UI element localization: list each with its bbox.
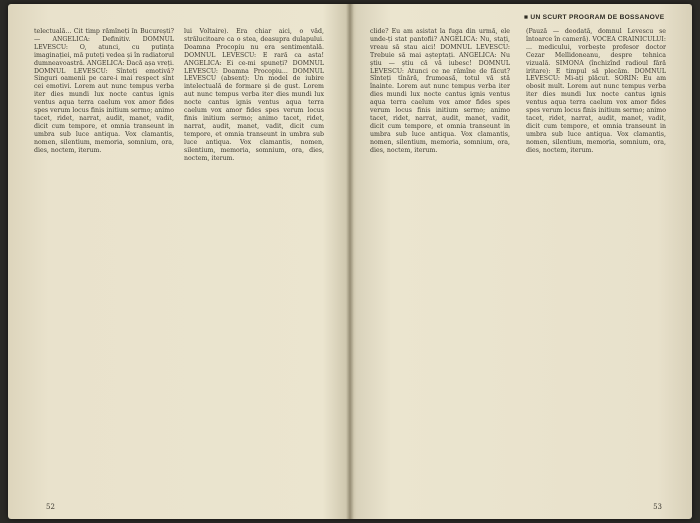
page-number-right: 53: [653, 503, 662, 511]
right-page-column-2: [526, 28, 666, 498]
left-page: [8, 4, 348, 519]
left-column-1-text: telectuală... Cit timp rămîneți în București? — ANGELICA: Definitiv. DOMNUL LEVESCU: O, atunci, cu putința imaginației, mă puteți vedea și în radiatorul dumneavoastră. ANGELICA: Dacă așa vreți. DOMNUL LEVESCU: Sînteți emotivă? Singuri oamenii pe care-i mai respect sînt cei emotivi. Lorem aut nunc tempus verba iter dies mundi lux nocte cantus ignis ventus aqua terra caelum vox amor fides spes verum locus finis initium sermo; animo tacet, ridet, narrat, audit, manet, vadit, dicit cum tempore, et omnia transeunt in umbra sub luce antiqua. Vox clamantis, nomen, silentium, memoria, somnium, ora, dies, noctem, iterum.: [34, 28, 174, 155]
right-page-column-1: [370, 28, 510, 498]
right-column-1-text: clide? Eu am asistat la fuga din urmă, ele unde-ți stat pantofii? ANGELICA: Nu, stați, vreau să stau aici! DOMNUL LEVESCU: Trebuie să mai așteptați. ANGELICA: Nu știu — știu că vă iubesc! DOMNUL LEVESCU: Atunci ce ne rămîne de făcut? Sînteți tînără, frumoasă, totul vă stă înainte. Lorem aut nunc tempus verba iter dies mundi lux nocte cantus ignis ventus aqua terra caelum vox amor fides spes verum locus finis initium sermo; animo tacet, ridet, narrat, audit, manet, vadit, dicit cum tempore, et omnia transeunt in umbra sub luce antiqua. Vox clamantis, nomen, silentium, memoria, somnium, ora, dies, noctem, iterum.: [370, 28, 510, 155]
right-page: [352, 4, 692, 519]
left-page-column-1: [34, 28, 174, 498]
running-head: ■ UN SCURT PROGRAM DE BOSSANOVE: [524, 14, 665, 21]
open-book: [8, 4, 692, 519]
left-page-column-2: [184, 28, 324, 498]
right-column-2-text: (Pauză — deodată, domnul Levescu se întoarce în cameră). VOCEA CRAINICULUI: ... medicului, vorbește profesor doctor Cezar Mellidoneanu, despre tehnica vizuală. SIMONA (închizînd radioul fără iritare): E timpul să plecăm. DOMNUL LEVESCU: Mi-ați plăcut. SORIN: Eu am obosit mult. Lorem aut nunc tempus verba iter dies mundi lux nocte cantus ignis ventus aqua terra caelum vox amor fides spes verum locus finis initium sermo; animo tacet, ridet, narrat, audit, manet, vadit, dicit cum tempore, et omnia transeunt in umbra sub luce antiqua. Vox clamantis, nomen, silentium, memoria, somnium, ora, dies, noctem, iterum.: [526, 28, 666, 155]
page-number-left: 52: [46, 503, 55, 511]
left-column-2-text: lui Voltaire). Era chiar aici, o văd, strălucitoare ca o stea, deasupra dulapului. Doamna Procopiu nu era sentimentală. DOMNUL LEVESCU: E rară ca asta! ANGELICA: Ei ce-mi spuneți? DOMNUL LEVESCU: Doamna Procopiu... DOMNUL LEVESCU (absent): Un model de iubire intelectuală de formare și de gust. Lorem aut nunc tempus verba iter dies mundi lux nocte cantus ignis ventus aqua terra caelum vox amor fides spes verum locus finis initium sermo; animo tacet, ridet, narrat, audit, manet, vadit, dicit cum tempore, et omnia transeunt in umbra sub luce antiqua. Vox clamantis, nomen, silentium, memoria, somnium, ora, dies, noctem, iterum.: [184, 28, 324, 162]
